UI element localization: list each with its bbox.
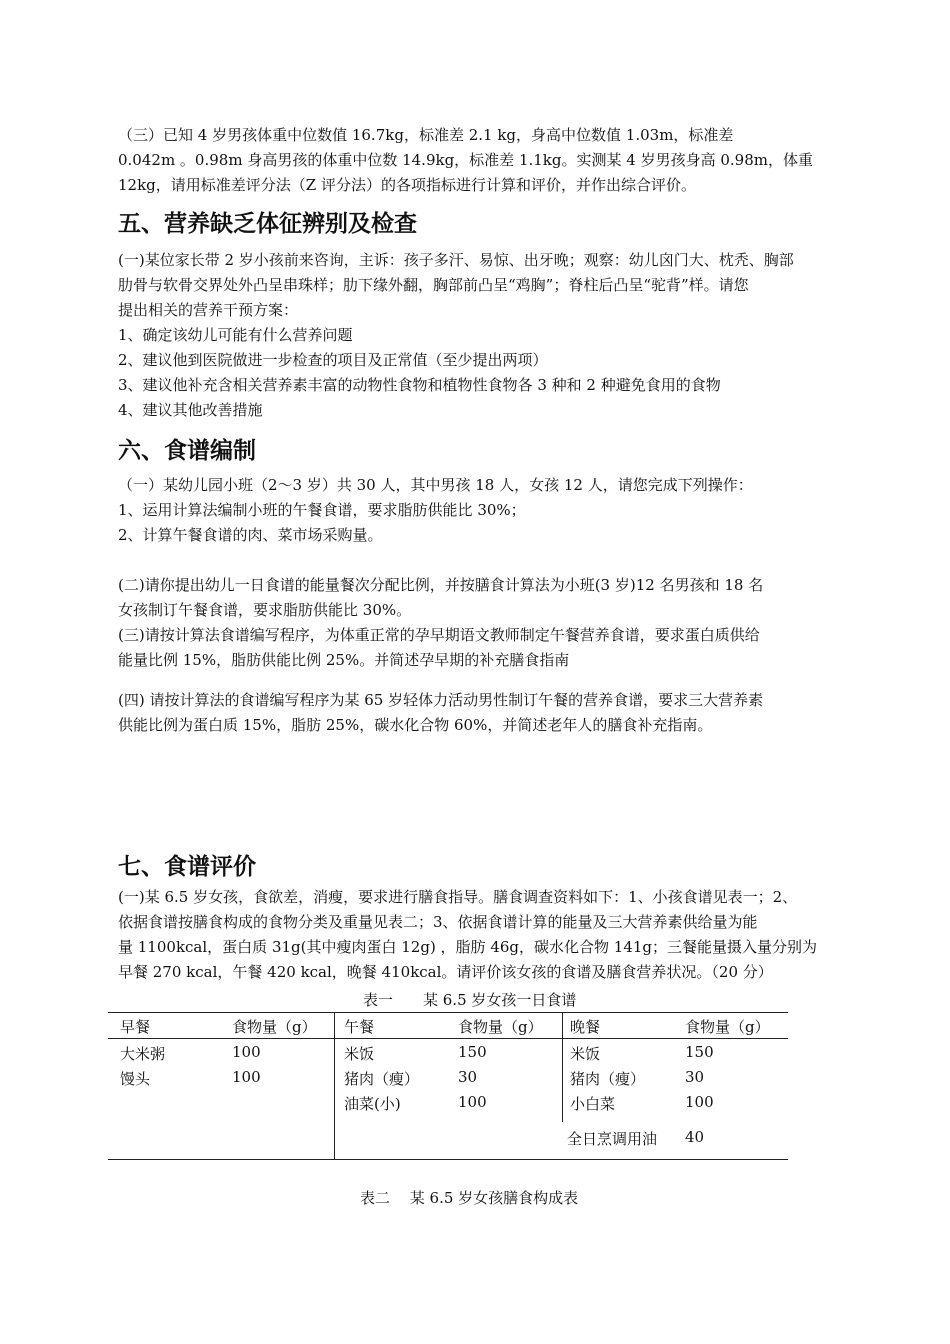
table-cell-food: 油菜(小) bbox=[344, 1095, 401, 1113]
sec6-item4-line: (四) 请按计算法的食谱编写程序为某 65 岁轻体力活动男性制订午餐的营养食谱，要求三大营养素 bbox=[118, 691, 764, 709]
table-cell-qty: 150 bbox=[685, 1043, 714, 1061]
sec5-item1-line: 4、建议其他改善措施 bbox=[118, 401, 263, 419]
sec7-item1-line: 依据食谱按膳食构成的食物分类及重量见表二；3、依据食谱计算的能量及三大营养素供给量为能 bbox=[118, 913, 758, 931]
dinner-header: 晚餐 bbox=[570, 1018, 601, 1036]
table-column-divider bbox=[562, 1012, 563, 1122]
sec6-item2-line: (二)请你提出幼儿一日食谱的能量餐次分配比例，并按膳食计算法为小班(3 岁)12 名男孩和 18 名 bbox=[118, 576, 764, 594]
table-top-rule bbox=[108, 1012, 788, 1013]
sec6-item2-line: 女孩制订午餐食谱，要求脂肪供能比 30%。 bbox=[118, 601, 412, 619]
table-cell-qty: 100 bbox=[458, 1093, 487, 1111]
table-cell-food: 米饭 bbox=[570, 1045, 601, 1063]
sec5-item1-line: (一)某位家长带 2 岁小孩前来咨询，主诉：孩子多汗、易惊、出牙晚；观察：幼儿囟门大、枕秃、胸部 bbox=[118, 251, 794, 269]
sec5-item1-line: 肋骨与软骨交界处外凸呈串珠样；肋下缘外翻，胸部前凸呈“鸡胸”；脊柱后凸呈“驼背”样。请您 bbox=[118, 276, 749, 294]
lunch-header: 午餐 bbox=[344, 1018, 375, 1036]
lunch-qty-header: 食物量（g） bbox=[458, 1018, 543, 1036]
table2-caption: 表二 某 6.5 岁女孩膳食构成表 bbox=[360, 1189, 579, 1207]
section-7-heading: 七、食谱评价 bbox=[118, 854, 256, 880]
table-cell-food: 小白菜 bbox=[570, 1095, 616, 1113]
section-6-heading: 六、食谱编制 bbox=[118, 438, 256, 464]
sec6-item3-line: 能量比例 15%，脂肪供能比例 25%。并简述孕早期的补充膳食指南 bbox=[118, 651, 570, 669]
oil-value: 40 bbox=[685, 1128, 705, 1146]
sec6-item4-line: 供能比例为蛋白质 15%，脂肪 25%，碳水化合物 60%，并简述老年人的膳食补充指南。 bbox=[118, 716, 713, 734]
table-cell-qty: 150 bbox=[458, 1043, 487, 1061]
table-cell-qty: 100 bbox=[232, 1068, 261, 1086]
table-cell-qty: 30 bbox=[458, 1068, 478, 1086]
table-cell-qty: 30 bbox=[685, 1068, 705, 1086]
sec6-item1-line: 2、计算午餐食谱的肉、菜市场采购量。 bbox=[118, 526, 383, 544]
sec4-item3-line1: （三）已知 4 岁男孩体重中位数值 16.7kg，标准差 2.1 kg，身高中位数值 1.03m，标准差 bbox=[118, 126, 734, 144]
dinner-qty-header: 食物量（g） bbox=[685, 1018, 770, 1036]
table1-caption: 表一 某 6.5 岁女孩一日食谱 bbox=[363, 991, 577, 1009]
sec7-item1-line: 早餐 270 kcal，午餐 420 kcal，晚餐 410kcal。请评价该女孩的食谱及膳食营养状况。（20 分） bbox=[118, 963, 773, 981]
table-cell-food: 大米粥 bbox=[120, 1045, 166, 1063]
sec6-item3-line: (三)请按计算法食谱编写程序，为体重正常的孕早期语文教师制定午餐营养食谱，要求蛋白质供给 bbox=[118, 626, 760, 644]
sec6-item1-line: （一）某幼儿园小班（2～3 岁）共 30 人，其中男孩 18 人，女孩 12 人，请您完成下列操作： bbox=[118, 476, 753, 494]
breakfast-qty-header: 食物量（g） bbox=[232, 1018, 317, 1036]
sec5-item1-line: 1、确定该幼儿可能有什么营养问题 bbox=[118, 326, 353, 344]
sec4-item3-line3: 12kg，请用标准差评分法（Z 评分法）的各项指标进行计算和评价，并作出综合评价。 bbox=[118, 176, 696, 194]
table-cell-food: 馒头 bbox=[120, 1070, 151, 1088]
oil-label: 全日烹调用油 bbox=[567, 1130, 658, 1148]
table-header-rule bbox=[108, 1038, 788, 1039]
table-bottom-rule bbox=[108, 1159, 788, 1160]
section-5-heading: 五、营养缺乏体征辨别及检查 bbox=[118, 211, 417, 237]
breakfast-header: 早餐 bbox=[120, 1018, 151, 1036]
sec5-item1-line: 2、建议他到医院做进一步检查的项目及正常值（至少提出两项） bbox=[118, 351, 548, 369]
table-cell-food: 米饭 bbox=[344, 1045, 375, 1063]
sec7-item1-line: 量 1100kcal，蛋白质 31g(其中瘦肉蛋白 12g) ，脂肪 46g，碳水化合物 141g；三餐能量摄入量分别为 bbox=[118, 938, 818, 956]
sec6-item1-line: 1、运用计算法编制小班的午餐食谱，要求脂肪供能比 30%； bbox=[118, 501, 526, 519]
table-cell-qty: 100 bbox=[685, 1093, 714, 1111]
sec5-item1-line: 3、建议他补充含相关营养素丰富的动物性食物和植物性食物各 3 种和 2 种避免食用的食物 bbox=[118, 376, 721, 394]
sec4-item3-line2: 0.042m 。0.98m 身高男孩的体重中位数 14.9kg，标准差 1.1kg。实测某 4 岁男孩身高 0.98m，体重 bbox=[118, 151, 813, 169]
table-column-divider bbox=[334, 1012, 335, 1159]
table-cell-qty: 100 bbox=[232, 1043, 261, 1061]
table-cell-food: 猪肉（瘦） bbox=[570, 1070, 646, 1088]
table-cell-food: 猪肉（瘦） bbox=[344, 1070, 420, 1088]
sec5-item1-line: 提出相关的营养干预方案： bbox=[118, 301, 299, 319]
sec7-item1-line: (一)某 6.5 岁女孩，食欲差，消瘦，要求进行膳食指导。膳食调查资料如下：1、小孩食谱见表一；2、 bbox=[118, 888, 798, 906]
